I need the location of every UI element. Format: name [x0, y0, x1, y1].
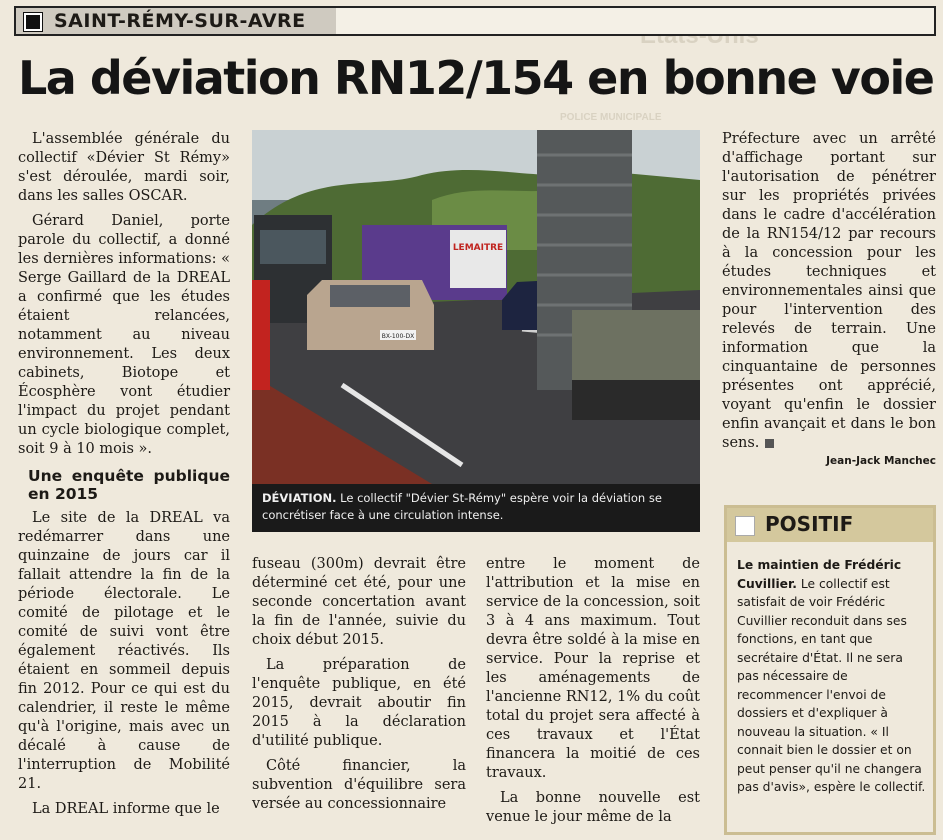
paragraph: entre le moment de l'attribution et la mise en service de la concession, soit 3 à 4 ans maximum. Tout devra être soldé à la mise en service. Pour la reprise et les aménagements de l'ancienne RN12, 1% du coût total du projet sera affecté à ces travaux et l'État financera la moitié de ces travaux. [486, 556, 700, 781]
paragraph: L'assemblée générale du collectif «Dévier St Rémy» s'est déroulée, mardi soir, dans les salles OSCAR. [18, 131, 230, 204]
paragraph: La préparation de l'enquête publique, en été 2015, devrait aboutir fin 2015 à la déclaration d'utilité publique. [252, 657, 466, 749]
end-mark-icon [765, 439, 774, 448]
article-column-2 [252, 555, 466, 820]
caption-text: Le collectif "Dévier St-Rémy" espère voir la déviation se concrétiser face à une circulation intense. [262, 491, 662, 522]
article-column-4 [722, 130, 936, 459]
checkbox-square-icon [735, 516, 755, 536]
paragraph: La bonne nouvelle est venue le jour même de la [486, 790, 700, 825]
paragraph: fuseau (300m) devrait être déterminé cet été, pour une seconde concertation avant la fin de l'année, suivie du choix début 2015. [252, 556, 466, 648]
truck-sign-text: LEMAITRE [452, 243, 504, 253]
byline: Jean-Jack Manchec [826, 455, 936, 467]
caption-label: DÉVIATION. [262, 491, 337, 505]
positif-sidebar [724, 505, 936, 835]
license-plate-text: BX-100-DX [381, 333, 415, 340]
sidebar-header [727, 508, 933, 542]
paragraph: La DREAL informe que le [32, 801, 220, 817]
article-column-1 [18, 130, 230, 825]
photo-caption [252, 484, 700, 532]
article-headline: La déviation RN12/154 en bonne voie [18, 51, 934, 105]
article-photo [252, 130, 700, 532]
paragraph [722, 130, 936, 453]
paragraph: Le site de la DREAL va redémarrer dans une quinzaine de jours car il fallait attendre la fin de la période électorale. Le comité de pilotage et le comité de suivi vont être également réactivés. Ils étaient en sommeil depuis fin 2012. Pour ce qui est du calendrier, il reste le même qu'à l'origine, mais avec un décalé à cause de l'interruption de Mobilité 21. [18, 510, 230, 792]
paragraph: Côté financier, la subvention d'équilibre sera versée au concessionnaire [252, 758, 466, 812]
road-traffic-photo [252, 130, 700, 484]
section-header [14, 6, 936, 36]
article-column-3 [486, 555, 700, 833]
section-name: SAINT-RÉMY-SUR-AVRE [54, 10, 306, 32]
paragraph: Gérard Daniel, porte parole du collectif, a donné les dernières informations: « Serge Gaillard de la DREAL a confirmé que les études étaient relancées, notamment au niveau environnement. Les deux cabinets, Biotope et Écosphère vont étudier l'impact du projet pendant un cycle biologique complet, soit 9 à 10 mois ». [18, 213, 230, 457]
sidebar-lead: Le maintien de Frédéric Cuvillier. [737, 558, 902, 591]
bleed-through-right-mid: POLICE MUNICIPALE [560, 112, 662, 123]
subheading: Une enquête publique en 2015 [28, 467, 230, 503]
sidebar-title: POSITIF [765, 512, 854, 536]
paragraph-text: Préfecture avec un arrêté d'affichage portant sur l'autorisation de pénétrer sur les propriétés privées dans le cadre d'accélération de la RN154/12 par recours à la concession pour les études techniques et environnementales ainsi que pour l'intervention des relevés de terrain. Une information que la cinquantaine de personnes présentes ont apprécié, voyant qu'enfin le dossier enfin avançait et dans le bon sens. [722, 131, 936, 451]
sidebar-body [737, 556, 927, 797]
sidebar-text: Le collectif est satisfait de voir Frédéric Cuvillier reconduit dans ses fonctions, en tant que secrétaire d'État. Il ne sera pas nécessaire de recommencer l'envoi de dossiers et d'expliquer à nouveau la situation. « Il connait bien le dossier et on peut penser qu'il ne changera pas d'avis», espère le collectif. [737, 576, 926, 794]
section-square-icon [24, 13, 42, 31]
